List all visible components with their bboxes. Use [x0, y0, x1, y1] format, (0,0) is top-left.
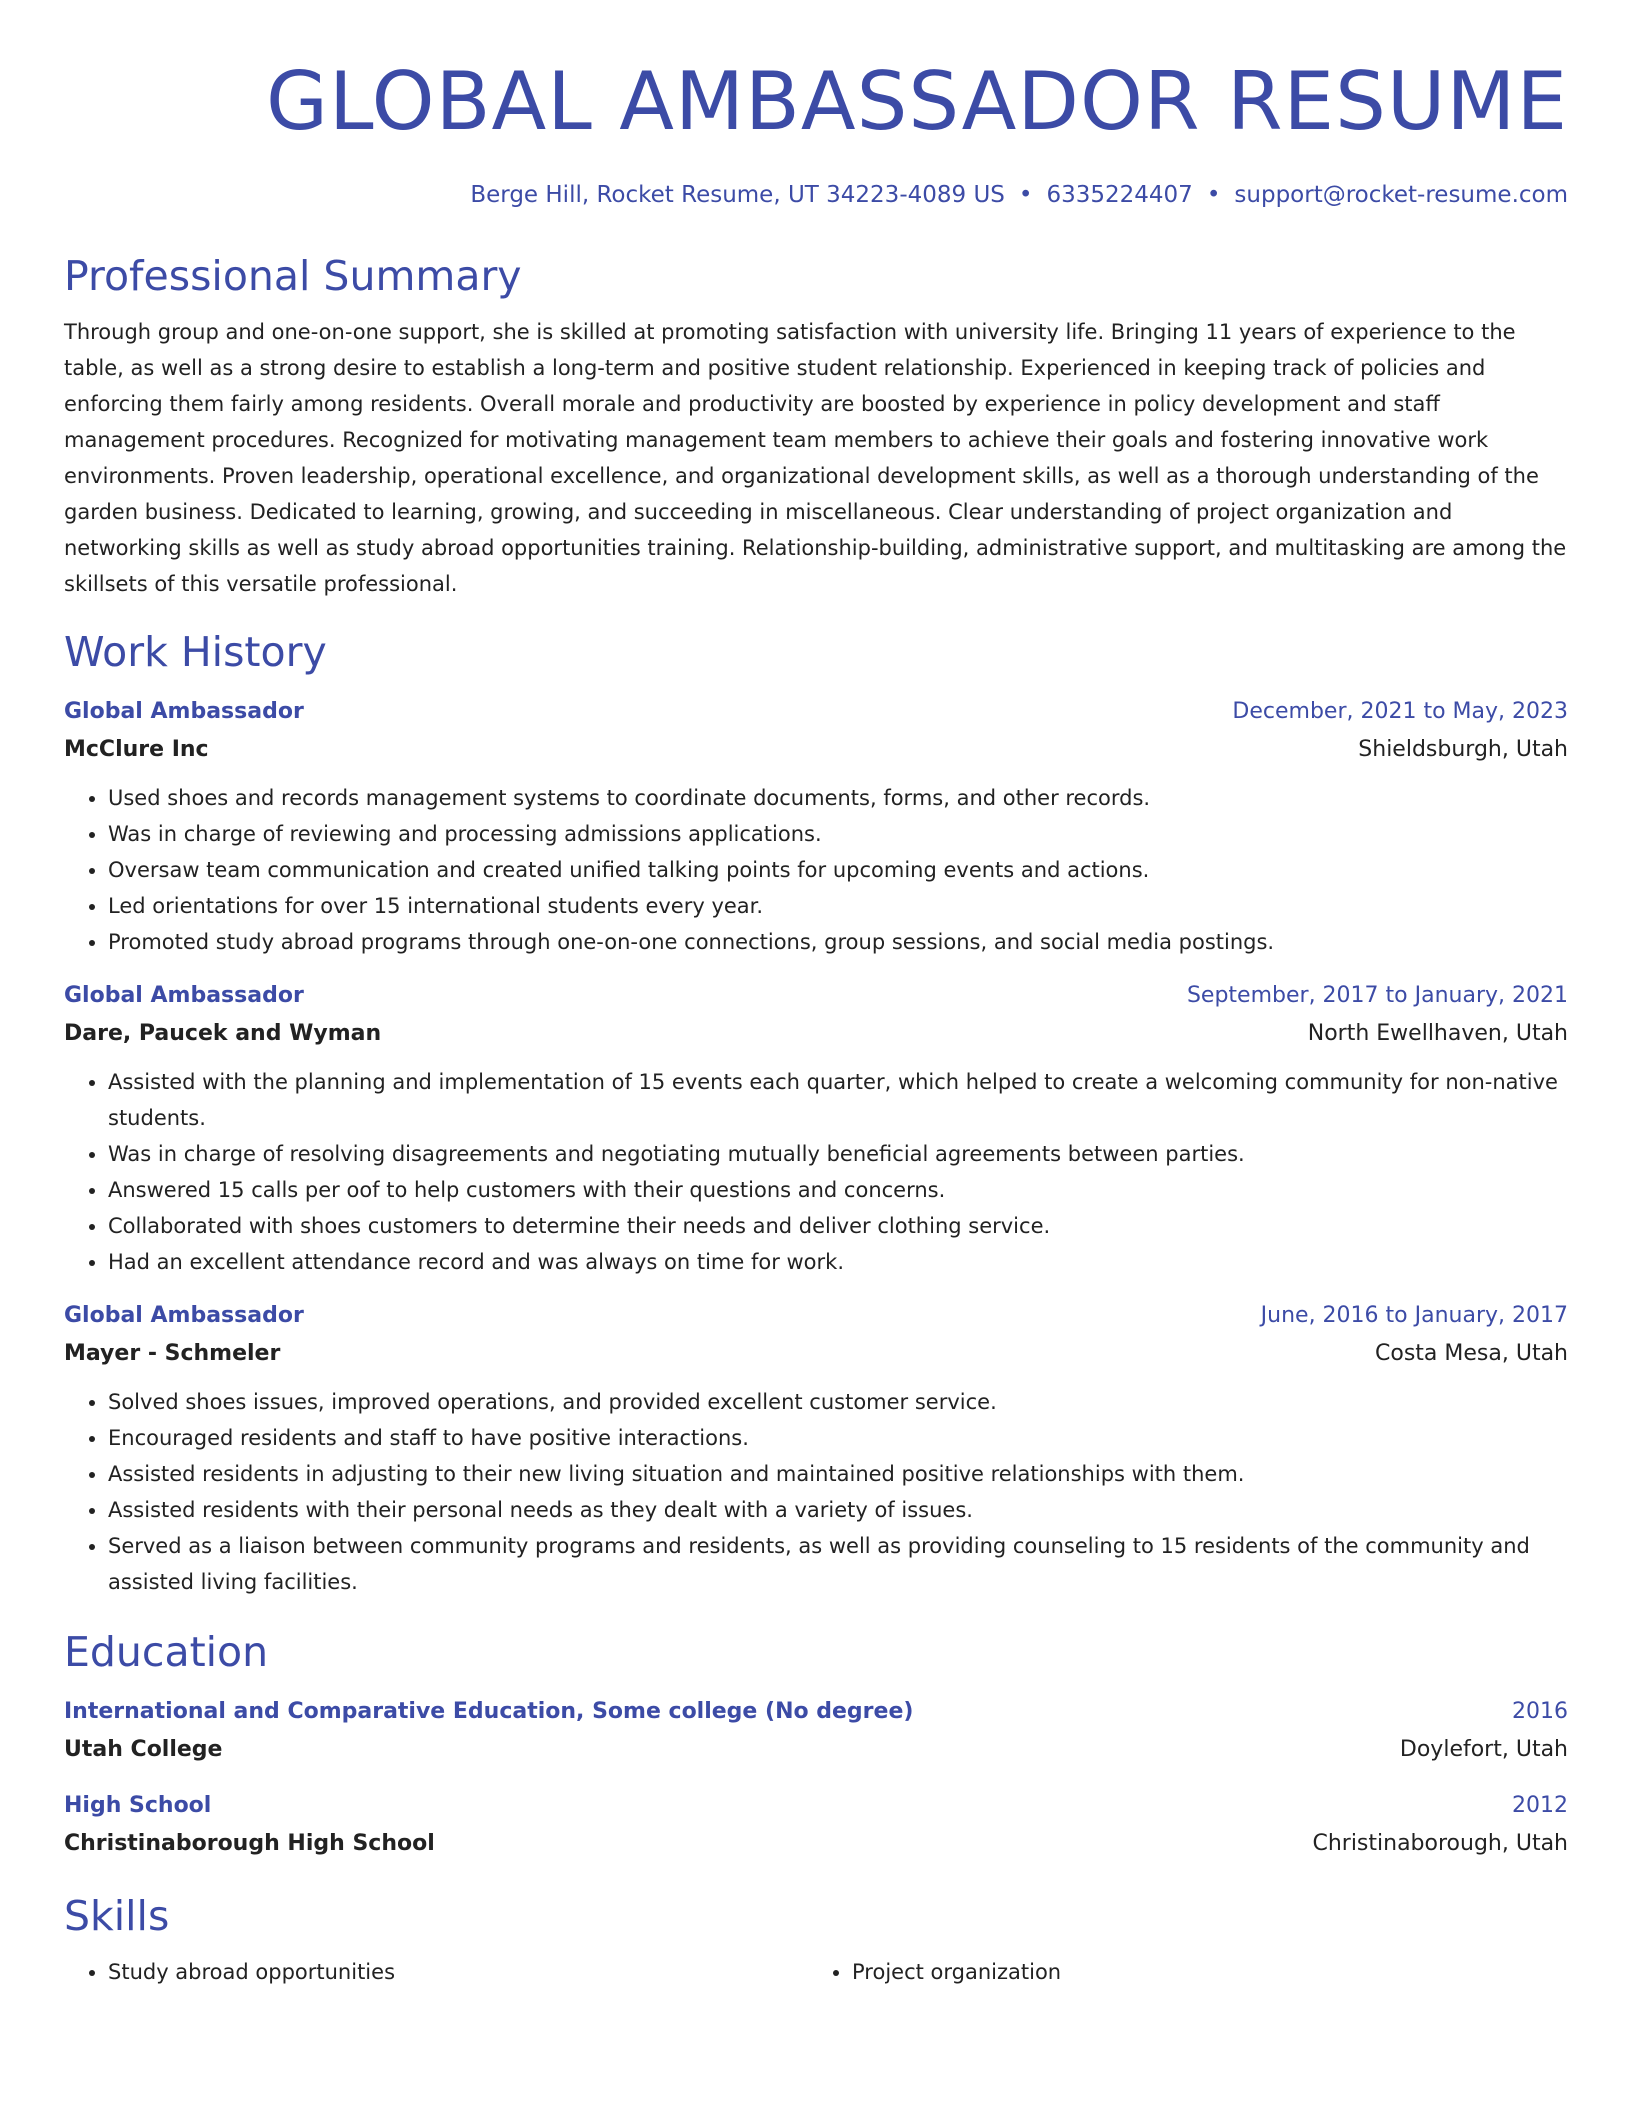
job-bullet: • Oversaw team communication and created unified talking points for upcoming events and actions. — [108, 852, 1568, 888]
job-bullet: • Led orientations for over 15 international students every year. — [108, 888, 1568, 924]
job-bullet: • Assisted residents with their personal needs as they dealt with a variety of issues. — [108, 1492, 1568, 1528]
summary-heading: Professional Summary — [64, 252, 522, 300]
job-company: Dare, Paucek and Wyman — [64, 1021, 382, 1046]
job-company: Mayer - Schmeler — [64, 1341, 281, 1366]
job-bullet: • Served as a liaison between community programs and residents, as well as providing counseling to 15 residents of the community and assisted living facilities. — [108, 1528, 1568, 1600]
education-entry — [64, 1788, 1568, 1864]
contact-separator: • — [1018, 182, 1033, 208]
job-bullets — [64, 1064, 1568, 1280]
job-title: Global Ambassador — [64, 1303, 304, 1328]
resume-title: GLOBAL AMBASSADOR RESUME — [265, 55, 1568, 148]
job-entry — [64, 978, 1568, 1280]
education-location: Christinaborough, Utah — [1312, 1831, 1568, 1856]
education-degree: High School — [64, 1793, 212, 1818]
job-bullet: • Collaborated with shoes customers to determine their needs and deliver clothing service. — [108, 1208, 1568, 1244]
job-entry — [64, 1298, 1568, 1600]
skills-column — [64, 1954, 808, 1990]
education-location: Doylefort, Utah — [1399, 1737, 1568, 1762]
skill-item: • Project organization — [852, 1954, 1552, 1990]
job-bullet: • Had an excellent attendance record and was always on time for work. — [108, 1244, 1568, 1280]
job-bullet: • Was in charge of reviewing and processing admissions applications. — [108, 816, 1568, 852]
contact-line — [64, 180, 1568, 210]
summary-text: Through group and one-on-one support, she is skilled at promoting satisfaction with university life. Bringing 11 years of experience to the table, as well as a strong desire to establish a long-term and positive student relationship. Experienced in keeping track of policies and enforcing them fairly among residents. Overall morale and productivity are boosted by experience in policy development and staff management procedures. Recognized for motivating management team members to achieve their goals and fostering innovative work environments. Proven leadership, operational excellence, and organizational development skills, as well as a thorough understanding of the garden business. Dedicated to learning, growing, and succeeding in miscellaneous. Clear understanding of project organization and networking skills as well as study abroad opportunities training. Relationship-building, administrative support, and multitasking are among the skillsets of this versatile professional. — [64, 320, 1567, 596]
job-bullet: • Used shoes and records management systems to coordinate documents, forms, and other records. — [108, 780, 1568, 816]
job-bullet: • Assisted with the planning and implementation of 15 events each quarter, which helped to create a welcoming community for non-native students. — [108, 1064, 1568, 1136]
job-location: North Ewellhaven, Utah — [1307, 1021, 1568, 1046]
skills-heading: Skills — [64, 1892, 170, 1940]
job-location: Costa Mesa, Utah — [1375, 1341, 1568, 1366]
job-location: Shieldsburgh, Utah — [1358, 737, 1568, 762]
contact-address: Berge Hill, Rocket Resume, UT 34223-4089 US — [470, 182, 1005, 208]
job-dates: December, 2021 to May, 2023 — [1232, 699, 1568, 724]
job-bullet: • Encouraged residents and staff to have positive interactions. — [108, 1420, 1568, 1456]
job-bullet: • Assisted residents in adjusting to their new living situation and maintained positive relationships with them. — [108, 1456, 1568, 1492]
resume-page — [64, 0, 1568, 1990]
contact-separator: • — [1206, 182, 1221, 208]
work-history-heading: Work History — [64, 628, 327, 676]
education-school: Utah College — [64, 1737, 223, 1762]
job-title: Global Ambassador — [64, 983, 304, 1008]
skill-item: • Study abroad opportunities — [108, 1954, 808, 1990]
job-bullets — [64, 780, 1568, 960]
education-year: 2016 — [1512, 1699, 1568, 1724]
job-entry — [64, 694, 1568, 960]
education-degree: International and Comparative Education, Some college (No degree) — [64, 1699, 914, 1724]
job-title: Global Ambassador — [64, 699, 304, 724]
job-bullet: • Solved shoes issues, improved operations, and provided excellent customer service. — [108, 1384, 1568, 1420]
education-entry — [64, 1694, 1568, 1770]
skills-column — [808, 1954, 1552, 1990]
education-heading: Education — [64, 1628, 269, 1676]
job-bullet: • Promoted study abroad programs through one-on-one connections, group sessions, and social media postings. — [108, 924, 1568, 960]
job-bullets — [64, 1384, 1568, 1600]
education-school: Christinaborough High School — [64, 1831, 435, 1856]
job-bullet: • Was in charge of resolving disagreements and negotiating mutually beneficial agreements between parties. — [108, 1136, 1568, 1172]
skills-list — [64, 1954, 1568, 1990]
job-dates: June, 2016 to January, 2017 — [1260, 1303, 1568, 1328]
contact-phone: 6335224407 — [1046, 182, 1193, 208]
contact-email: support@rocket-resume.com — [1234, 182, 1568, 208]
job-company: McClure Inc — [64, 737, 209, 762]
education-year: 2012 — [1512, 1793, 1568, 1818]
job-dates: September, 2017 to January, 2021 — [1186, 983, 1568, 1008]
job-bullet: • Answered 15 calls per oof to help customers with their questions and concerns. — [108, 1172, 1568, 1208]
